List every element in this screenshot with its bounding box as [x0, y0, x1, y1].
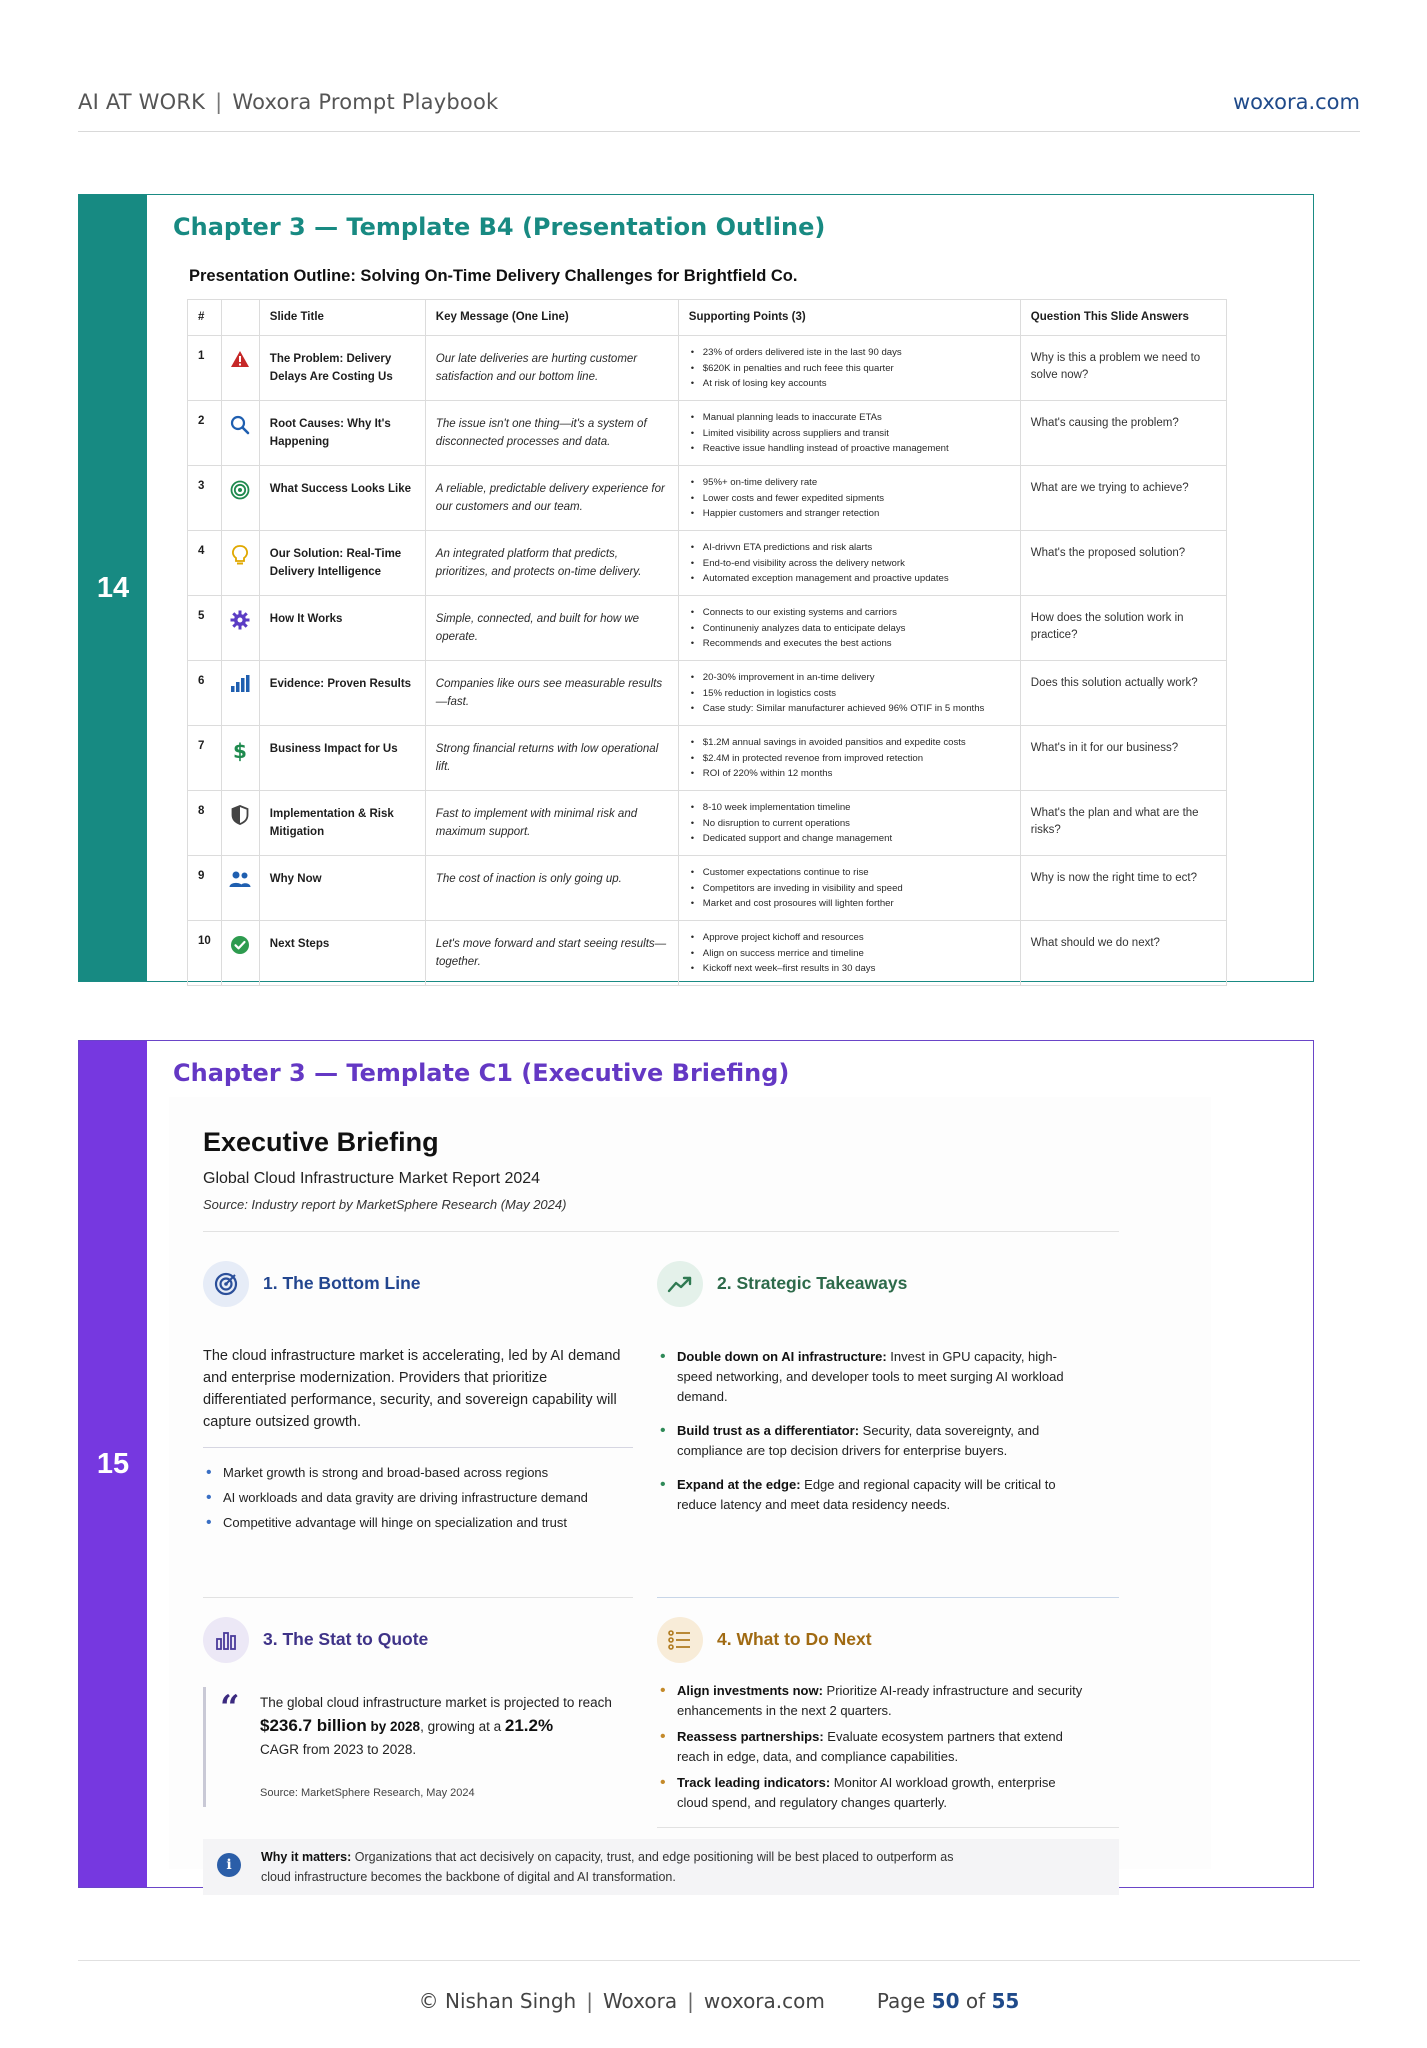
supporting-point: • Recommends and executes the best actions	[689, 636, 1010, 652]
header-site-link[interactable]: woxora.com	[1232, 90, 1360, 114]
strategic-takeaways-list	[657, 1347, 1077, 1520]
slide-title: The Problem: Delivery Delays Are Costing Us	[259, 336, 425, 401]
item-lead: Align investments now:	[677, 1683, 823, 1698]
slide-title: Business Impact for Us	[259, 726, 425, 791]
supporting-points	[678, 531, 1020, 596]
slide-title: Root Causes: Why It's Happening	[259, 401, 425, 466]
slide-question: Does this solution actually work?	[1020, 661, 1226, 726]
check-circle-icon	[221, 921, 259, 986]
slide-number: 9	[188, 856, 222, 921]
footer-separator: |	[687, 1989, 694, 2013]
supporting-points	[678, 661, 1020, 726]
divider	[657, 1827, 1119, 1828]
people-icon	[221, 856, 259, 921]
quote-part: The global cloud infrastructure market is projected to reach	[260, 1695, 612, 1710]
quote-icon: “	[220, 1688, 240, 1728]
quote-source: Source: MarketSphere Research, May 2024	[260, 1787, 475, 1799]
svg-text:$: $	[233, 740, 248, 762]
slide-title: Why Now	[259, 856, 425, 921]
list-item	[657, 1347, 1077, 1407]
supporting-point: • Happier customers and stranger retection	[689, 506, 1010, 522]
outline-table	[187, 299, 1227, 986]
slide-number: 6	[188, 661, 222, 726]
key-message: Companies like ours see measurable results—fast.	[425, 661, 678, 726]
footer-page-total: 55	[991, 1989, 1020, 2013]
item-text: Security, data sovereignty, and compliance are top decision drivers for enterprise buyers.	[677, 1423, 1040, 1458]
supporting-point: • At risk of losing key accounts	[689, 376, 1010, 392]
lightbulb-icon	[221, 531, 259, 596]
template-content	[147, 195, 1313, 981]
slide-title: How It Works	[259, 596, 425, 661]
header-book-title	[78, 90, 498, 114]
bar-chart-icon	[203, 1617, 249, 1663]
supporting-point: • Case study: Similar manufacturer achieved 96% OTIF in 5 months	[689, 701, 1010, 717]
supporting-point: • 8-10 week implementation timeline	[689, 800, 1010, 816]
supporting-point: • 20-30% improvement in an-time delivery	[689, 670, 1010, 686]
list-item	[657, 1727, 1087, 1767]
why-it-matters-box	[203, 1839, 1119, 1895]
col-question: Question This Slide Answers	[1020, 300, 1226, 336]
slide-number: 10	[188, 921, 222, 986]
supporting-point: • No disruption to current operations	[689, 816, 1010, 832]
table-row	[188, 661, 1227, 726]
briefing-subtitle: Global Cloud Infrastructure Market Report 2024	[203, 1170, 541, 1187]
slide-question: What's causing the problem?	[1020, 401, 1226, 466]
supporting-point: • Lower costs and fewer expedited sipments	[689, 491, 1010, 507]
table-row	[188, 531, 1227, 596]
why-body: Organizations that act decisively on capacity, trust, and edge positioning will be best placed to outperform as cloud infrastructure becomes the backbone of digital and AI transformation.	[261, 1850, 954, 1884]
footer-site-link[interactable]: woxora.com	[703, 1989, 825, 2013]
slide-question: What are we trying to achieve?	[1020, 466, 1226, 531]
item-lead: Reassess partnerships:	[677, 1729, 824, 1744]
supporting-points	[678, 596, 1020, 661]
col-supporting-points: Supporting Points (3)	[678, 300, 1020, 336]
divider	[203, 1447, 633, 1448]
slide-number: 2	[188, 401, 222, 466]
section-next-steps-title: 4. What to Do Next	[717, 1629, 872, 1649]
divider	[203, 1597, 633, 1598]
header-playbook-name: Woxora Prompt Playbook	[232, 90, 499, 114]
quote-value: $236.7 billion	[260, 1716, 367, 1735]
table-row	[188, 466, 1227, 531]
slide-question: Why is this a problem we need to solve now?	[1020, 336, 1226, 401]
supporting-point: • $1.2M annual savings in avoided pansitios and expedite costs	[689, 735, 1010, 751]
item-text: Edge and regional capacity will be critical to reduce latency and meet data residency needs.	[677, 1477, 1056, 1512]
footer-text	[78, 1989, 1360, 2013]
template-card-15	[78, 1040, 1314, 1888]
supporting-point: • ROI of 220% within 12 months	[689, 766, 1010, 782]
footer-brand: Woxora	[602, 1989, 678, 2013]
executive-briefing	[169, 1097, 1211, 1884]
template-number: 15	[79, 1041, 147, 1887]
list-item	[657, 1475, 1077, 1515]
why-lead: Why it matters:	[261, 1850, 352, 1864]
outline-heading: Presentation Outline: Solving On-Time Delivery Challenges for Brightfield Co.	[189, 267, 798, 285]
supporting-point: • Manual planning leads to inaccurate ETAs	[689, 410, 1010, 426]
target-icon	[221, 466, 259, 531]
section-stat-title: 3. The Stat to Quote	[263, 1629, 429, 1649]
table-row	[188, 401, 1227, 466]
supporting-points	[678, 336, 1020, 401]
key-message: A reliable, predictable delivery experience for our customers and our team.	[425, 466, 678, 531]
col-slide-title: Slide Title	[259, 300, 425, 336]
supporting-points	[678, 921, 1020, 986]
list-item: • Market growth is strong and broad-based across regions	[203, 1463, 603, 1483]
supporting-points	[678, 466, 1020, 531]
magnifier-icon	[221, 401, 259, 466]
template-card-14	[78, 194, 1314, 982]
gear-icon	[221, 596, 259, 661]
template-content	[147, 1041, 1313, 1887]
col-icon	[221, 300, 259, 336]
item-lead: Expand at the edge:	[677, 1477, 801, 1492]
table-row	[188, 791, 1227, 856]
supporting-point: • 15% reduction in logistics costs	[689, 686, 1010, 702]
slide-question: What should we do next?	[1020, 921, 1226, 986]
supporting-point: • Market and cost prosoures will lighten forther	[689, 896, 1010, 912]
divider	[657, 1597, 1119, 1598]
supporting-point: • Dedicated support and change management	[689, 831, 1010, 847]
supporting-point: • $620K in penalties and ruch feee this quarter	[689, 361, 1010, 377]
quote-year: by 2028	[366, 1719, 421, 1734]
page-header	[78, 88, 1360, 132]
supporting-point: • Connects to our existing systems and carriors	[689, 605, 1010, 621]
item-text: Evaluate ecosystem partners that extend reach in edge, data, and compliance capabilities.	[677, 1729, 1063, 1764]
slide-number: 8	[188, 791, 222, 856]
slide-title: Implementation & Risk Mitigation	[259, 791, 425, 856]
footer-copyright: © Nishan Singh	[418, 1989, 577, 2013]
supporting-point: • AI-drivvn ETA predictions and risk alarts	[689, 540, 1010, 556]
slide-question: Why is now the right time to ect?	[1020, 856, 1226, 921]
slide-title: Next Steps	[259, 921, 425, 986]
supporting-point: • Limited visibility across suppliers and transit	[689, 426, 1010, 442]
slide-number: 5	[188, 596, 222, 661]
briefing-source: Source: Industry report by MarketSphere Research (May 2024)	[203, 1197, 567, 1212]
item-lead: Double down on AI infrastructure:	[677, 1349, 887, 1364]
slide-question: What's the proposed solution?	[1020, 531, 1226, 596]
chapter-title: Chapter 3 — Template B4 (Presentation Outline)	[173, 213, 826, 241]
target-icon	[203, 1261, 249, 1307]
list-icon	[657, 1617, 703, 1663]
slide-number: 7	[188, 726, 222, 791]
supporting-point: • Customer expectations continue to rise	[689, 865, 1010, 881]
key-message: Simple, connected, and built for how we operate.	[425, 596, 678, 661]
supporting-point: • Kickoff next week–first results in 30 days	[689, 961, 1010, 977]
divider	[203, 1231, 1119, 1232]
bar-chart-icon	[221, 661, 259, 726]
quote-text	[260, 1691, 630, 1761]
col-key-message: Key Message (One Line)	[425, 300, 678, 336]
item-text: Prioritize AI-ready infrastructure and security enhancements in the next 2 quarters.	[677, 1683, 1083, 1718]
chapter-title: Chapter 3 — Template C1 (Executive Briefing)	[173, 1059, 790, 1087]
slide-number: 3	[188, 466, 222, 531]
why-it-matters-text	[261, 1847, 981, 1887]
supporting-point: • 23% of orders delivered iste in the last 90 days	[689, 345, 1010, 361]
supporting-point: • Approve project kichoff and resources	[689, 930, 1010, 946]
table-row	[188, 726, 1227, 791]
item-text: Monitor AI workload growth, enterprise cloud spend, and regulatory changes quarterly.	[677, 1775, 1056, 1810]
table-row	[188, 856, 1227, 921]
dollar-icon	[221, 726, 259, 791]
slide-number: 4	[188, 531, 222, 596]
info-icon: i	[217, 1853, 241, 1877]
col-number: #	[188, 300, 222, 336]
key-message: The cost of inaction is only going up.	[425, 856, 678, 921]
section-bottom-line-title: 1. The Bottom Line	[263, 1273, 421, 1293]
supporting-points	[678, 791, 1020, 856]
supporting-points	[678, 726, 1020, 791]
template-number: 14	[79, 195, 147, 981]
supporting-point: • 95%+ on-time delivery rate	[689, 475, 1010, 491]
key-message: Fast to implement with minimal risk and maximum support.	[425, 791, 678, 856]
item-lead: Track leading indicators:	[677, 1775, 831, 1790]
briefing-title: Executive Briefing	[203, 1127, 439, 1157]
table-row	[188, 921, 1227, 986]
supporting-points	[678, 401, 1020, 466]
key-message: Let's move forward and start seeing results—together.	[425, 921, 678, 986]
key-message: An integrated platform that predicts, prioritizes, and protects on-time delivery.	[425, 531, 678, 596]
slide-title: What Success Looks Like	[259, 466, 425, 531]
outline-header-row	[188, 300, 1227, 336]
section-strategic-takeaways-title: 2. Strategic Takeaways	[717, 1273, 908, 1293]
slide-title: Our Solution: Real-Time Delivery Intelligence	[259, 531, 425, 596]
supporting-point: • Align on success merrice and timeline	[689, 946, 1010, 962]
supporting-point: • End-to-end visibility across the delivery network	[689, 556, 1010, 572]
supporting-point: • Competitors are inveding in visibility and speed	[689, 881, 1010, 897]
slide-question: What's the plan and what are the risks?	[1020, 791, 1226, 856]
supporting-points	[678, 856, 1020, 921]
table-row	[188, 596, 1227, 661]
page-footer	[78, 1960, 1360, 2013]
footer-page-label: Page	[876, 1989, 926, 2013]
trending-up-icon	[657, 1261, 703, 1307]
header-series: AI AT WORK	[78, 90, 206, 114]
slide-question: How does the solution work in practice?	[1020, 596, 1226, 661]
list-item	[657, 1421, 1077, 1461]
slide-title: Evidence: Proven Results	[259, 661, 425, 726]
slide-question: What's in it for our business?	[1020, 726, 1226, 791]
warning-icon	[221, 336, 259, 401]
item-lead: Build trust as a differentiator:	[677, 1423, 860, 1438]
footer-separator: |	[586, 1989, 593, 2013]
footer-page-number: 50	[931, 1989, 960, 2013]
list-item: • AI workloads and data gravity are driving infrastructure demand	[203, 1488, 603, 1508]
quote-rate: 21.2%	[504, 1716, 554, 1735]
table-row	[188, 336, 1227, 401]
header-separator: |	[215, 90, 223, 114]
next-steps-list	[657, 1681, 1087, 1818]
key-message: The issue isn't one thing—it's a system of disconnected processes and data.	[425, 401, 678, 466]
bottom-line-bullets	[203, 1463, 603, 1538]
footer-of-label: of	[965, 1989, 986, 2013]
quote-part: , growing at a	[420, 1719, 505, 1734]
supporting-point: • $2.4M in protected revenoe from improved retection	[689, 751, 1010, 767]
supporting-point: • Continuneniy analyzes data to enticipate delays	[689, 621, 1010, 637]
shield-icon	[221, 791, 259, 856]
supporting-point: • Automated exception management and proactive updates	[689, 571, 1010, 587]
list-item: • Competitive advantage will hinge on specialization and trust	[203, 1513, 603, 1533]
stat-quote	[203, 1687, 633, 1807]
key-message: Strong financial returns with low operational lift.	[425, 726, 678, 791]
quote-part: CAGR from 2023 to 2028.	[260, 1742, 417, 1757]
list-item	[657, 1773, 1087, 1813]
supporting-point: • Reactive issue handling instead of proactive management	[689, 441, 1010, 457]
list-item	[657, 1681, 1087, 1721]
slide-number: 1	[188, 336, 222, 401]
key-message: Our late deliveries are hurting customer satisfaction and our bottom line.	[425, 336, 678, 401]
bottom-line-paragraph: The cloud infrastructure market is accelerating, led by AI demand and enterprise modernization. Providers that prioritize differentiated performance, security, and sovereign capability will capture outsized growth.	[203, 1348, 621, 1430]
item-text: Invest in GPU capacity, high-speed networking, and developer tools to meet surging AI workload demand.	[677, 1349, 1064, 1404]
